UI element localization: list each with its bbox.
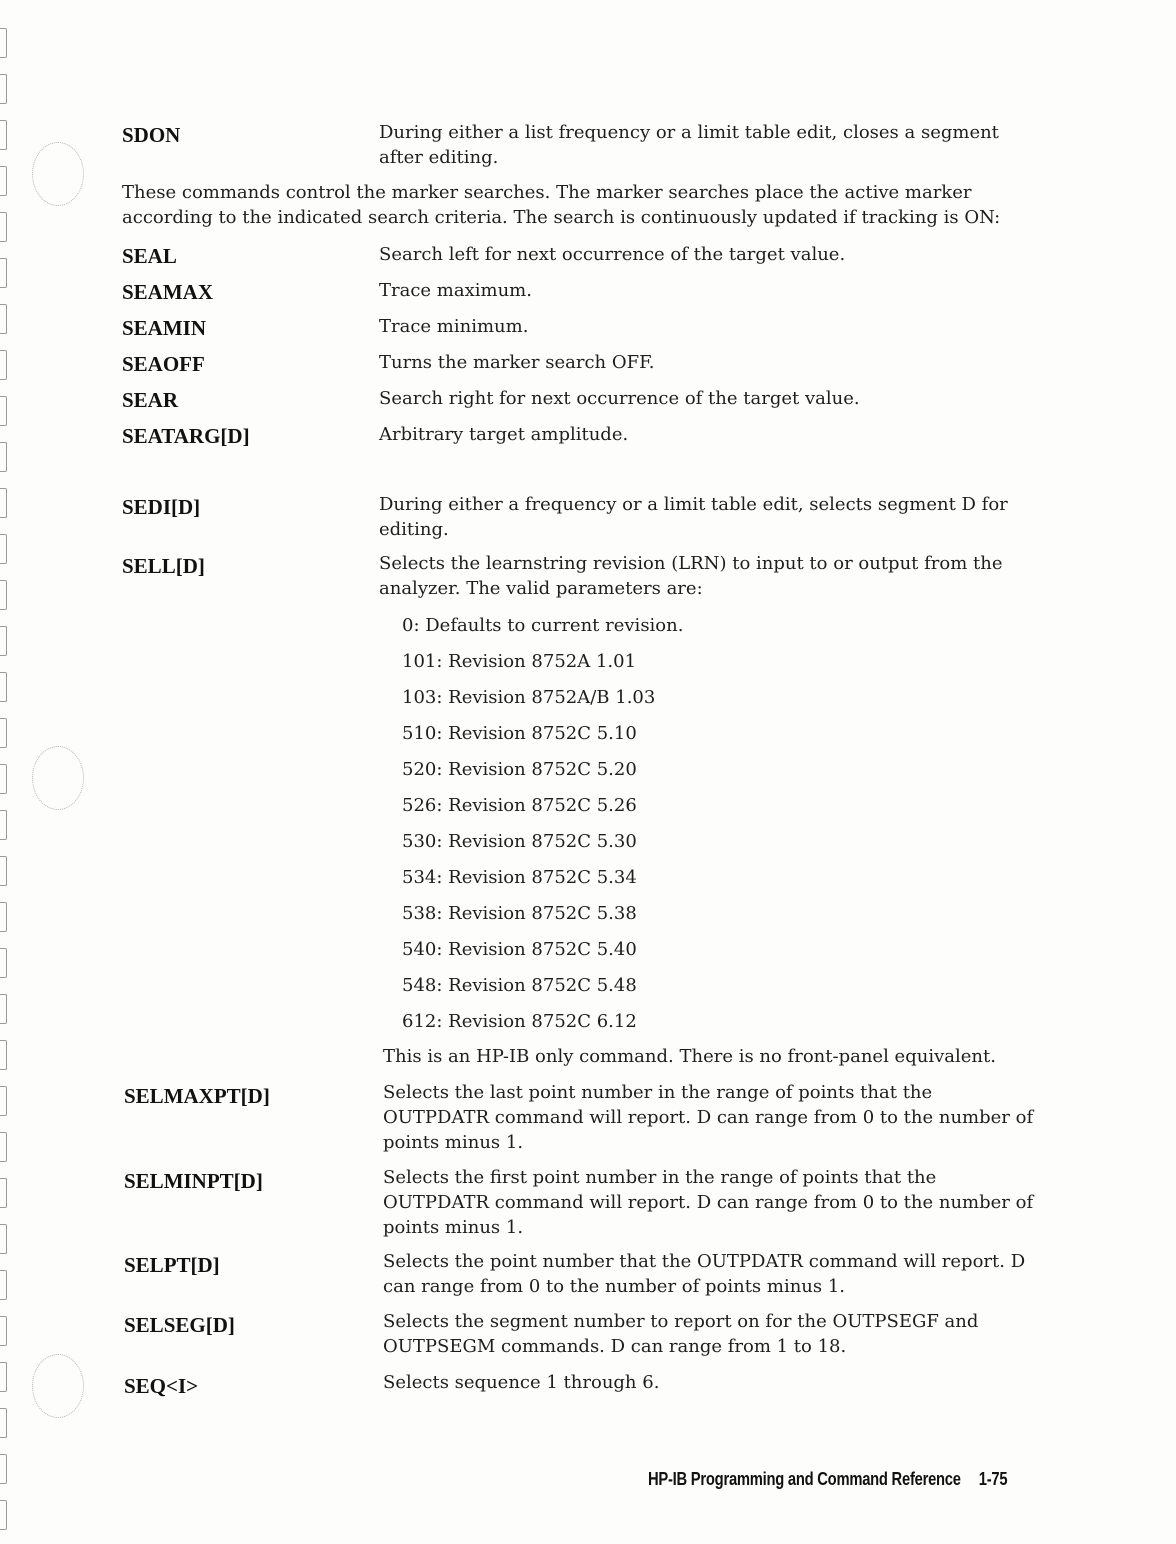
page-number: 1-75 <box>978 1469 1008 1489</box>
command-description: Selects the point number that the OUTPDATR command will report. D can range from 0 to the number of points minus 1. <box>383 1251 1026 1297</box>
punch-hole <box>32 746 84 810</box>
command-name: SEAMIN <box>122 316 207 340</box>
command-name: SEAMAX <box>122 280 214 304</box>
command-description: During either a frequency or a limit table edit, selects segment D for editing. <box>379 494 1008 540</box>
page-footer <box>648 1469 1007 1490</box>
sell-option: 510: Revision 8752C 5.10 <box>402 723 637 744</box>
sell-option: 548: Revision 8752C 5.48 <box>402 975 637 996</box>
punch-hole <box>32 1354 84 1418</box>
sell-option: 0: Defaults to current revision. <box>402 615 684 636</box>
command-description: During either a list frequency or a limit table edit, closes a segment after editing. <box>379 122 999 168</box>
sell-option: 538: Revision 8752C 5.38 <box>402 903 637 924</box>
command-description: Selects sequence 1 through 6. <box>383 1372 660 1393</box>
command-name: SEAL <box>122 244 177 268</box>
command-name: SEAOFF <box>122 352 205 376</box>
command-description: Turns the marker search OFF. <box>379 352 655 373</box>
command-description: Selects the first point number in the range of points that the OUTPDATR command will report. D can range from 0 to the number of points minus 1. <box>383 1167 1034 1238</box>
sell-option: 534: Revision 8752C 5.34 <box>402 867 637 888</box>
command-name: SELL[D] <box>122 554 205 578</box>
punch-hole <box>32 142 84 206</box>
footer-title: HP-IB Programming and Command Reference <box>648 1469 961 1489</box>
command-name: SEATARG[D] <box>122 424 250 448</box>
command-name: SELMINPT[D] <box>124 1169 263 1193</box>
command-description: Search right for next occurrence of the target value. <box>379 388 860 409</box>
sell-option: 520: Revision 8752C 5.20 <box>402 759 637 780</box>
command-description: Trace minimum. <box>379 316 529 337</box>
command-name: SELPT[D] <box>124 1253 220 1277</box>
command-description: Selects the last point number in the range of points that the OUTPDATR command will report. D can range from 0 to the number of points minus 1. <box>383 1082 1034 1153</box>
command-name: SEAR <box>122 388 179 412</box>
marker-search-intro: These commands control the marker searches. The marker searches place the active marker according to the indicated search criteria. The search is continuously updated if tracking is ON: <box>122 182 1001 228</box>
command-name: SEQ<I> <box>124 1374 199 1398</box>
command-name: SEDI[D] <box>122 495 201 519</box>
sell-option: 530: Revision 8752C 5.30 <box>402 831 637 852</box>
sell-option: 101: Revision 8752A 1.01 <box>402 651 637 672</box>
command-name: SELSEG[D] <box>124 1313 235 1337</box>
command-description: Arbitrary target amplitude. <box>379 424 629 445</box>
sell-option: 540: Revision 8752C 5.40 <box>402 939 637 960</box>
command-description: Selects the learnstring revision (LRN) to input to or output from the analyzer. The valid parameters are: <box>379 553 1003 599</box>
sell-note: This is an HP-IB only command. There is no front-panel equivalent. <box>383 1046 996 1067</box>
command-name: SELMAXPT[D] <box>124 1084 270 1108</box>
sell-option: 612: Revision 8752C 6.12 <box>402 1011 637 1032</box>
command-description: Search left for next occurrence of the target value. <box>379 244 846 265</box>
sell-option: 103: Revision 8752A/B 1.03 <box>402 687 656 708</box>
command-description: Trace maximum. <box>379 280 532 301</box>
command-name: SDON <box>122 123 181 147</box>
command-description: Selects the segment number to report on for the OUTPSEGF and OUTPSEGM commands. D can range from 1 to 18. <box>383 1311 979 1357</box>
sell-option: 526: Revision 8752C 5.26 <box>402 795 637 816</box>
